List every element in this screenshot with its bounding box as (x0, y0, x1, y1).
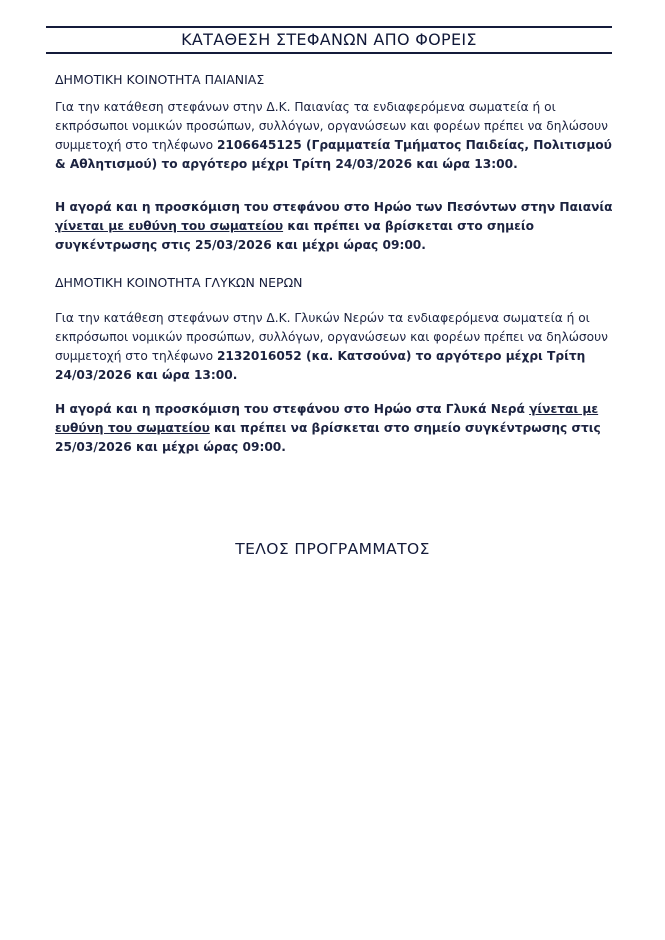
end-of-program-footer: ΤΕΛΟΣ ΠΡΟΓΡΑΜΜΑΤΟΣ (235, 540, 430, 558)
section-paiania-registration (55, 98, 620, 174)
delivery-text-start: Η αγορά και η προσκόμιση του στεφάνου στο Ηρώο στα Γλυκά Νερά (55, 402, 530, 416)
section-paiania-delivery (55, 198, 620, 255)
delivery-text-end: και πρέπει να βρίσκεται στο σημείο συγκέντρωσης στις 25/03/2026 και μέχρι ώρας 09:00. (55, 421, 601, 454)
delivery-responsibility: γίνεται με ευθύνη του σωματείου (55, 219, 284, 233)
delivery-text-start: Η αγορά και η προσκόμιση του στεφάνου στο Ηρώο των Πεσόντων στην Παιανία (55, 200, 613, 214)
page-title: ΚΑΤΑΘΕΣΗ ΣΤΕΦΑΝΩΝ ΑΠΟ ΦΟΡΕΙΣ (181, 30, 477, 49)
section-heading-glyka-nera: ΔΗΜΟΤΙΚΗ ΚΟΙΝΟΤΗΤΑ ΓΛΥΚΩΝ ΝΕΡΩΝ (55, 275, 303, 290)
registration-contact: 2132016052 (κα. Κατσούνα) το αργότερο μέχρι Τρίτη 24/03/2026 και ώρα 13:00. (55, 349, 586, 382)
registration-text: Για την κατάθεση στεφάνων στην Δ.Κ. Παιανίας τα ενδιαφερόμενα σωματεία ή οι εκπρόσωποι νομικών προσώπων, συλλόγων, οργανώσεων και φορέων πρέπει να δηλώσουν συμμετοχή στο τηλέφωνο (55, 100, 608, 152)
title-bar (46, 26, 612, 54)
section-glyka-nera-registration (55, 309, 620, 385)
registration-text: Για την κατάθεση στεφάνων στην Δ.Κ. Γλυκών Νερών τα ενδιαφερόμενα σωματεία ή οι εκπρόσωποι νομικών προσώπων, συλλόγων, οργανώσεων και φορέων πρέπει να δηλώσουν συμμετοχή στο τηλέφωνο (55, 311, 608, 363)
delivery-text-end: και πρέπει να βρίσκεται στο σημείο συγκέντρωσης στις 25/03/2026 και μέχρι ώρας 09:00. (55, 219, 535, 252)
delivery-responsibility: γίνεται με ευθύνη του σωματείου (55, 402, 599, 435)
section-heading-paiania: ΔΗΜΟΤΙΚΗ ΚΟΙΝΟΤΗΤΑ ΠΑΙΑΝΙΑΣ (55, 72, 265, 87)
registration-contact: 2106645125 (Γραμματεία Τμήματος Παιδείας, Πολιτισμού & Αθλητισμού) το αργότερο μέχρι Τρίτη 24/03/2026 και ώρα 13:00. (55, 138, 612, 171)
section-glyka-nera-delivery (55, 400, 620, 457)
